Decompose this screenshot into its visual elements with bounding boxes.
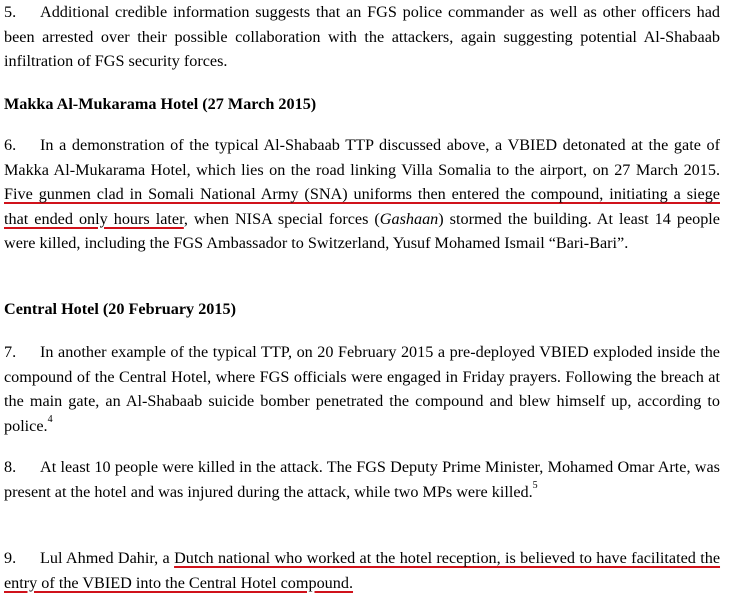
section-heading-makka: Makka Al-Mukarama Hotel (27 March 2015) [4,95,317,113]
paragraph-text: In a demonstration of the typical Al-Shabaab TTP discussed above, a VBIED detonated at the gate of Makka Al-Mukarama Hotel, which lies on the road linking Villa Somalia to the airport, on 27 March 2015. [4,136,720,179]
paragraph-9 [4,546,720,595]
paragraph-number: 7. [4,343,17,361]
footnote-ref[interactable]: 4 [47,414,53,426]
paragraph-number: 5. [4,3,17,21]
footnote-ref[interactable]: 5 [532,480,538,492]
paragraph-number: 9. [4,549,17,567]
paragraph-text: Lul Ahmed Dahir, a [40,549,170,567]
paragraph-text: In another example of the typical TTP, on 20 February 2015 a pre-deployed VBIED exploded inside the compound of the Central Hotel, where FGS officials were engaged in Friday prayers. Following the breach at the main gate, an Al-Shabaab suicide bomber penetrated the compound and blew himself up, according to police. [4,343,720,435]
paragraph-text: Additional credible information suggests that an FGS police commander as well as other officers had been arrested over their possible collaboration with the attackers, again suggesting potential Al-Shabaab infiltration of FGS security forces. [4,3,720,71]
paragraph-8 [4,455,720,504]
highlighted-text: Dutch national who worked at the hotel reception, is believed to have facilitated the entry of the VBIED into the Central Hotel compound. [4,549,721,592]
italic-term: Gashaan [379,209,439,228]
highlighted-text: Five gunmen clad in Somali National Army (SNA) uniforms then entered the compound, initiating a siege that ended only hours later [4,185,720,228]
section-heading-central: Central Hotel (20 February 2015) [4,300,236,318]
paragraph-6 [4,133,720,256]
paragraph-5 [4,0,720,74]
paragraph-text: , when NISA special forces ( [183,209,380,228]
paragraph-number: 6. [4,136,17,154]
paragraph-text: ) stormed the building. At least 14 people were killed, including the FGS Ambassador to Switzerland, Yusuf Mohamed Ismail “Bari-Bari”. [4,209,720,253]
paragraph-7 [4,340,720,438]
paragraph-number: 8. [4,458,17,476]
paragraph-text: At least 10 people were killed in the attack. The FGS Deputy Prime Minister, Mohamed Omar Arte, was present at the hotel and was injured during the attack, while two MPs were killed. [4,458,720,501]
